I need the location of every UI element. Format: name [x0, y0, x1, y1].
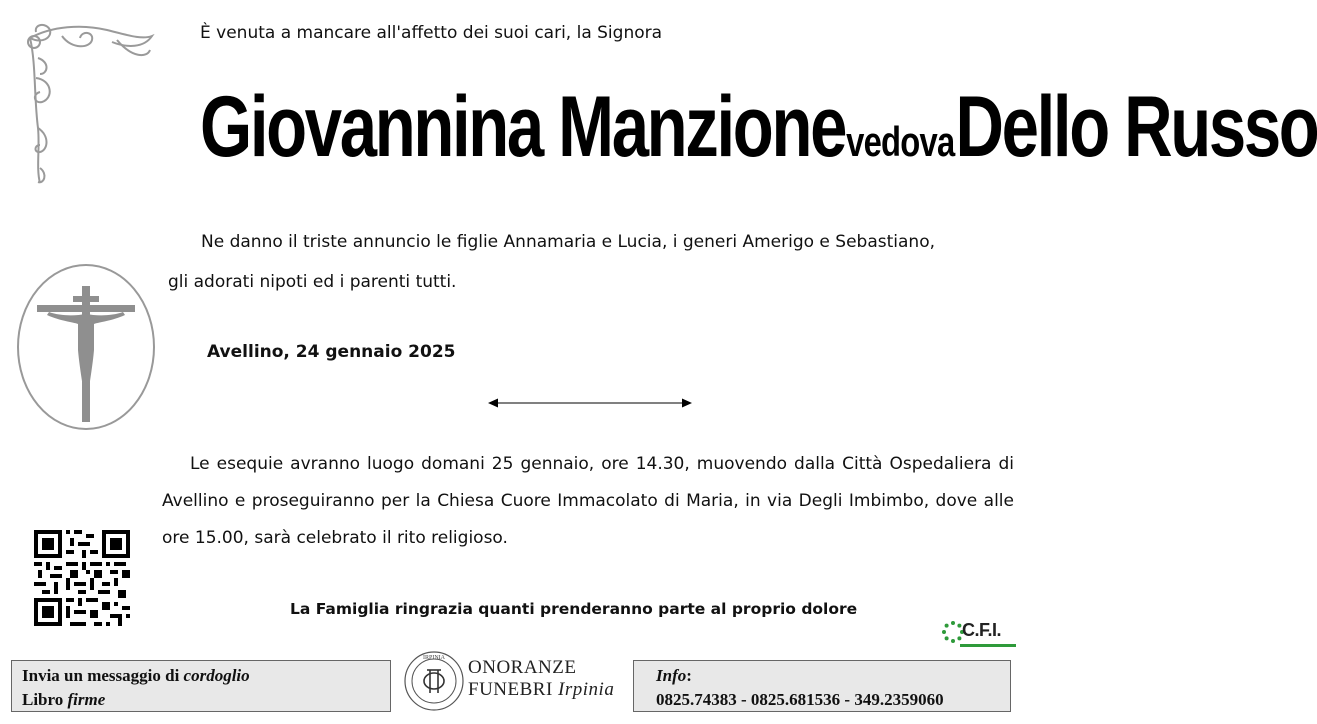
condolence-box[interactable]: [11, 660, 391, 712]
info-label: [656, 664, 988, 688]
info-label-text: Info: [656, 666, 687, 685]
deceased-married-name: Dello Russo: [955, 79, 1317, 175]
place-date: Avellino, 24 gennaio 2025: [207, 342, 456, 362]
send-condolence-link[interactable]: [22, 664, 380, 688]
seal-top-text: IRPINIA: [423, 655, 445, 661]
crucifix-icon: [15, 262, 157, 432]
corner-ornament-icon: [22, 18, 157, 186]
qr-code-icon[interactable]: [34, 530, 130, 626]
funeral-home-line-2: [468, 679, 614, 701]
info-phones[interactable]: 0825.74383 - 0825.681536 - 349.2359060: [656, 690, 944, 709]
cfi-logo-text: C.F.I.: [962, 620, 1002, 640]
funeral-home-line-1: ONORANZE: [468, 657, 577, 678]
funeral-home-name: [468, 657, 614, 701]
guestbook-em: firme: [67, 690, 106, 709]
info-label-colon: :: [686, 666, 692, 685]
guestbook-prefix: Libro: [22, 690, 68, 709]
deceased-first-name: Giovannina Manzione: [200, 79, 846, 175]
guestbook-link[interactable]: [22, 688, 380, 712]
announcement-line-2: gli adorati nipoti ed i parenti tutti.: [168, 272, 457, 292]
funeral-home-line-2-em: Irpinia: [558, 679, 615, 700]
funeral-text: [162, 446, 1014, 557]
announcement: [168, 222, 1018, 302]
funeral-home-seal-icon: [403, 650, 465, 712]
info-box: [633, 660, 1011, 712]
send-condolence-prefix: Invia un messaggio di: [22, 666, 184, 685]
funeral-home-line-2-prefix: FUNEBRI: [468, 679, 559, 700]
deceased-name: [200, 78, 1317, 177]
funeral-paragraph: Le esequie avranno luogo domani 25 gennaio, ore 14.30, muovendo dalla Città Ospedaliera di Avellino e proseguiranno per la Chiesa Cuore Immacolato di Maria, in via Degli Imbimbo, dove alle ore 15.00, sarà celebrato il rito religioso.: [162, 454, 1014, 548]
thanks-text: La Famiglia ringrazia quanti prenderanno parte al proprio dolore: [290, 600, 858, 618]
double-arrow-divider-icon: [486, 396, 694, 410]
announcement-line-1: Ne danno il triste annuncio le figlie Annamaria e Lucia, i generi Amerigo e Sebastiano,: [201, 232, 935, 252]
intro-text: È venuta a mancare all'affetto dei suoi cari, la Signora: [200, 23, 663, 43]
cfi-underline: [960, 644, 1016, 647]
widow-word: vedova: [846, 118, 955, 165]
send-condolence-em: cordoglio: [183, 666, 250, 685]
cfi-logo: [940, 618, 1020, 654]
